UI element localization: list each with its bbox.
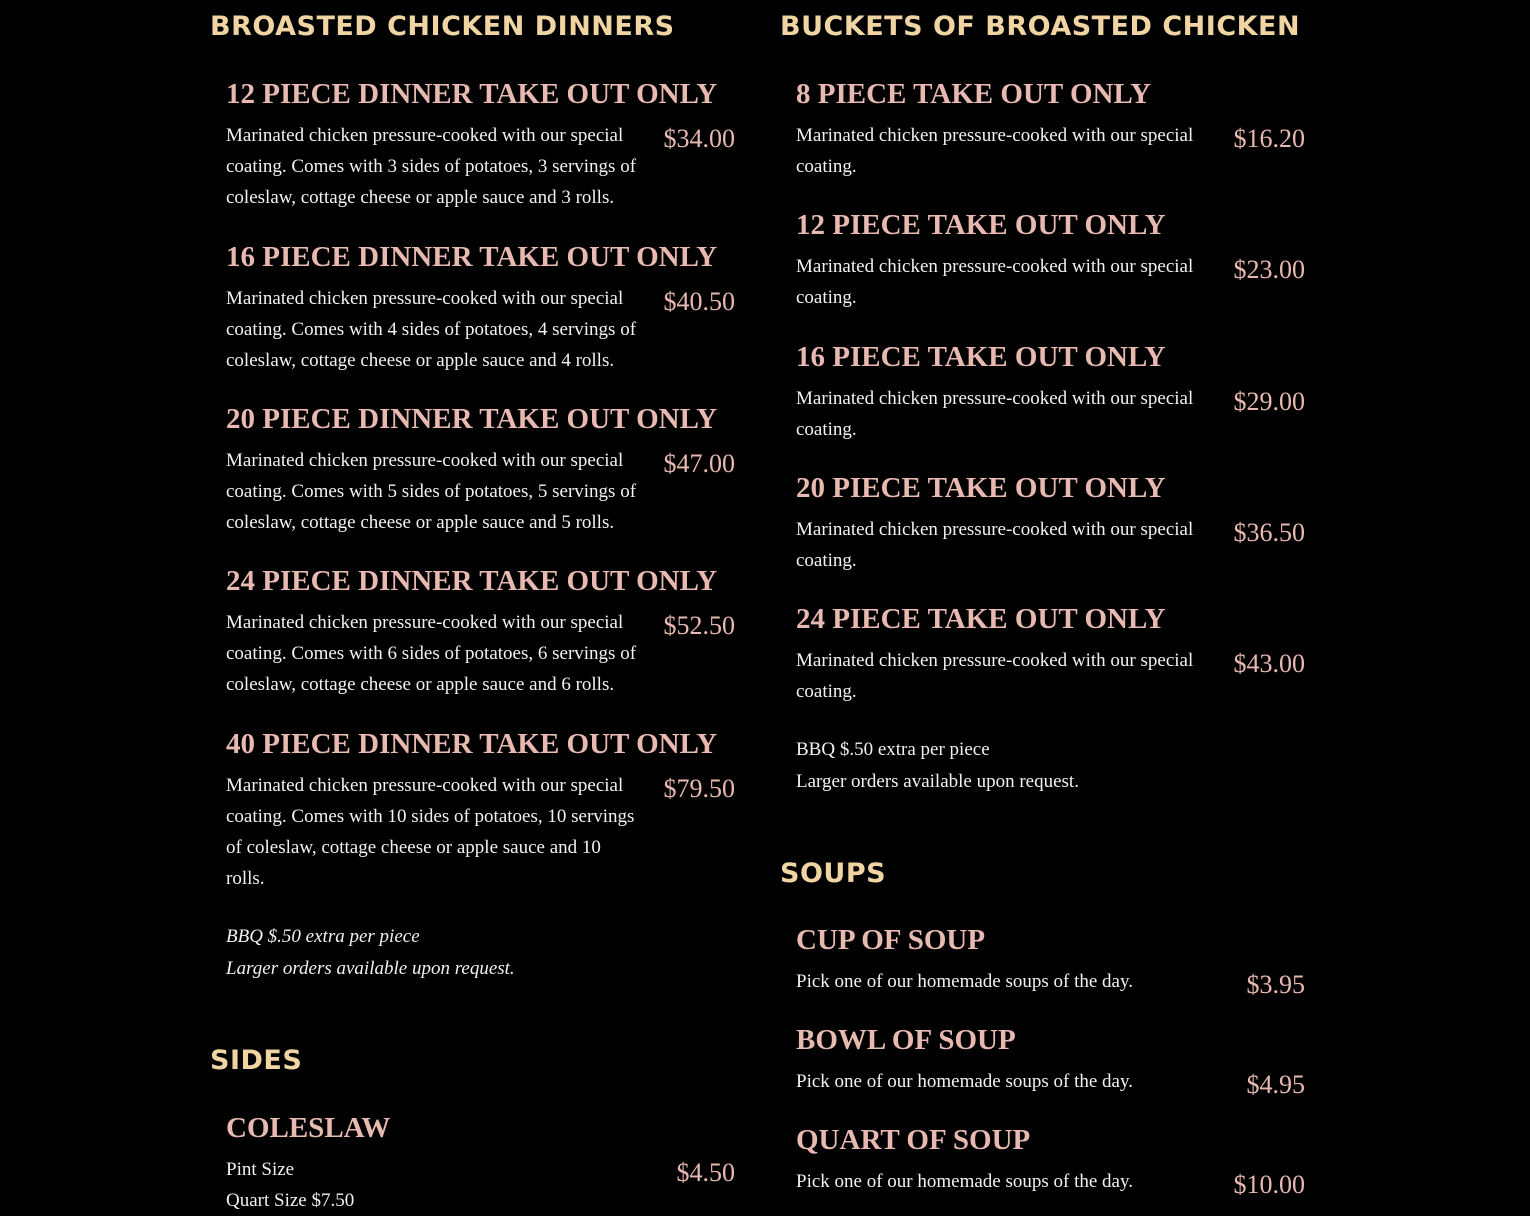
menu-item (796, 603, 1305, 702)
item-name: COLESLAW (226, 1112, 391, 1144)
item-name: CUP OF SOUP (796, 924, 986, 956)
note-line: Larger orders available upon request. (796, 771, 1079, 792)
item-name: 16 PIECE TAKE OUT ONLY (796, 341, 1166, 373)
menu-item (796, 341, 1305, 440)
item-description: Marinated chicken pressure-cooked with our special coating. Comes with 6 sides of potatoes, 6 servings of coleslaw, cottage cheese or apple sauce and 6 rolls. (226, 612, 637, 695)
item-description: Marinated chicken pressure-cooked with our special coating. Comes with 4 sides of potatoes, 4 servings of coleslaw, cottage cheese or apple sauce and 4 rolls. (226, 288, 637, 371)
item-name: 40 PIECE DINNER TAKE OUT ONLY (226, 728, 718, 760)
item-description: Marinated chicken pressure-cooked with our special coating. (796, 388, 1194, 440)
item-name: 8 PIECE TAKE OUT ONLY (796, 78, 1152, 110)
item-price: $34.00 (663, 124, 735, 153)
item-name: 20 PIECE TAKE OUT ONLY (796, 472, 1166, 504)
item-description: Pick one of our homemade soups of the day. (796, 1071, 1133, 1092)
item-price: $79.50 (663, 774, 735, 803)
item-description (226, 1154, 641, 1216)
size-option: Pint Size (226, 1159, 295, 1180)
note-line: Larger orders available upon request. (226, 958, 515, 979)
menu-item (796, 78, 1305, 177)
menu-item (796, 209, 1305, 308)
buckets-note (796, 734, 1079, 798)
note-line: BBQ $.50 extra per piece (796, 739, 990, 760)
item-price: $23.00 (1233, 255, 1305, 284)
item-price: $10.00 (1233, 1170, 1305, 1199)
section-title-broasted-chicken-dinners: BROASTED CHICKEN DINNERS (210, 11, 675, 42)
item-price: $43.00 (1233, 649, 1305, 678)
item-price: $36.50 (1233, 518, 1305, 547)
menu-item (796, 1024, 1305, 1099)
item-description: Pick one of our homemade soups of the day. (796, 971, 1133, 992)
item-name: 20 PIECE DINNER TAKE OUT ONLY (226, 403, 718, 435)
item-price: $52.50 (663, 611, 735, 640)
menu-item (226, 403, 735, 533)
menu-item (796, 924, 1305, 999)
item-price: $29.00 (1233, 387, 1305, 416)
menu-item (796, 1124, 1305, 1199)
item-price: $4.95 (1246, 1070, 1305, 1099)
item-price: $16.20 (1233, 124, 1305, 153)
section-title-soups: SOUPS (780, 858, 887, 889)
item-name: BOWL OF SOUP (796, 1024, 1016, 1056)
item-name: 12 PIECE TAKE OUT ONLY (796, 209, 1166, 241)
item-description: Marinated chicken pressure-cooked with our special coating. Comes with 3 sides of potatoes, 3 servings of coleslaw, cottage cheese or apple sauce and 3 rolls. (226, 125, 637, 208)
item-description: Marinated chicken pressure-cooked with our special coating. (796, 519, 1194, 571)
item-name: 16 PIECE DINNER TAKE OUT ONLY (226, 241, 718, 273)
note-line: BBQ $.50 extra per piece (226, 926, 420, 947)
item-price: $4.50 (676, 1158, 735, 1187)
menu-item (226, 728, 735, 889)
item-price: $3.95 (1246, 970, 1305, 999)
item-description: Marinated chicken pressure-cooked with our special coating. (796, 650, 1194, 702)
item-price: $47.00 (663, 449, 735, 478)
menu-item (226, 241, 735, 371)
size-option: Quart Size $7.50 (226, 1190, 355, 1211)
item-description: Marinated chicken pressure-cooked with our special coating. Comes with 10 sides of potatoes, 10 servings of coleslaw, cottage cheese or apple sauce and 10 rolls. (226, 775, 635, 889)
item-name: QUART OF SOUP (796, 1124, 1031, 1156)
menu-item (226, 1112, 735, 1211)
section-title-buckets: BUCKETS OF BROASTED CHICKEN (780, 11, 1301, 42)
item-description: Marinated chicken pressure-cooked with our special coating. Comes with 5 sides of potatoes, 5 servings of coleslaw, cottage cheese or apple sauce and 5 rolls. (226, 450, 637, 533)
item-name: 24 PIECE TAKE OUT ONLY (796, 603, 1166, 635)
menu-item (226, 78, 735, 208)
item-name: 24 PIECE DINNER TAKE OUT ONLY (226, 565, 718, 597)
item-name: 12 PIECE DINNER TAKE OUT ONLY (226, 78, 718, 110)
item-description: Pick one of our homemade soups of the day. (796, 1171, 1133, 1192)
menu-item (796, 472, 1305, 571)
item-description: Marinated chicken pressure-cooked with our special coating. (796, 256, 1194, 308)
menu-item (226, 565, 735, 695)
item-price: $40.50 (663, 287, 735, 316)
dinners-note (226, 921, 515, 985)
section-title-sides: SIDES (210, 1045, 303, 1076)
item-description: Marinated chicken pressure-cooked with our special coating. (796, 125, 1194, 177)
